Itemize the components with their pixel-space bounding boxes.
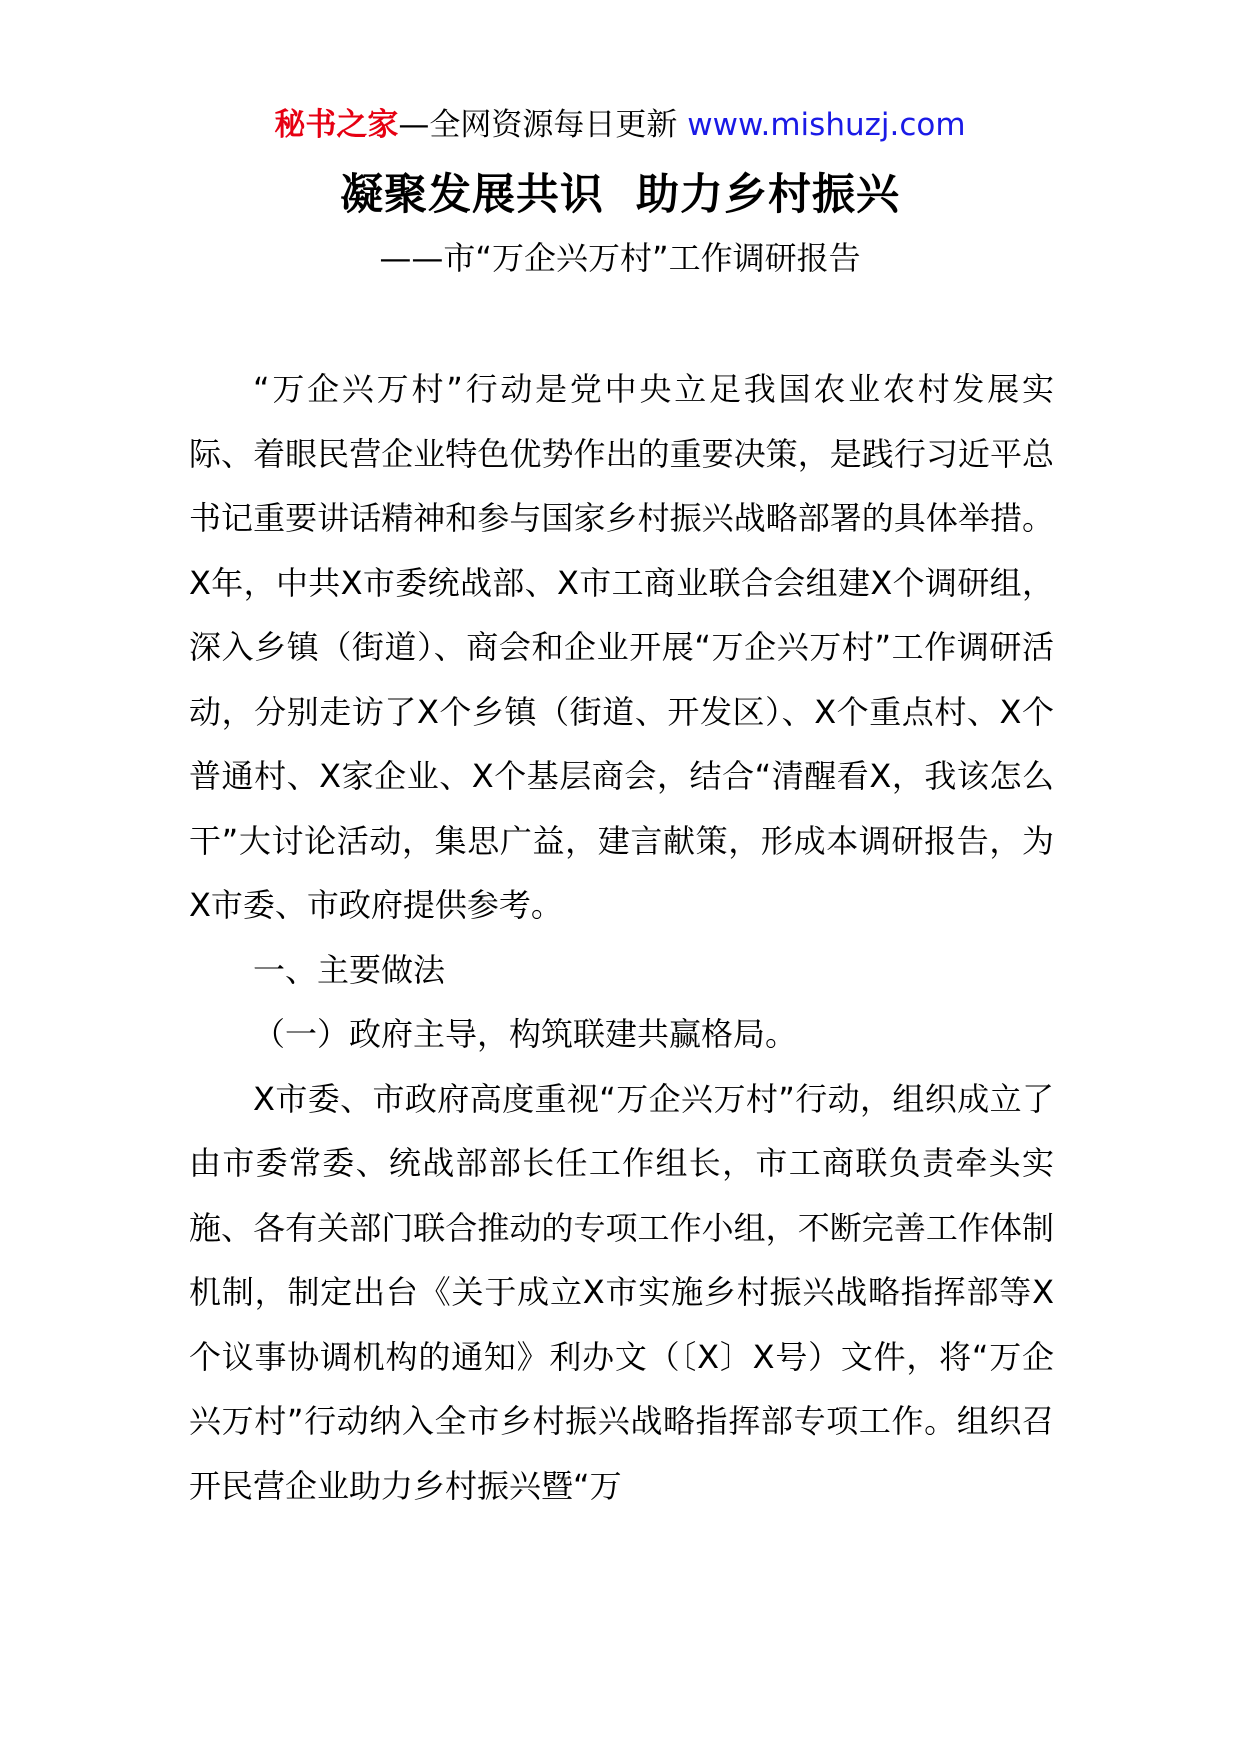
site-tagline: —全网资源每日更新 [398, 107, 678, 143]
document-title: 凝聚发展共识 助力乡村振兴 [340, 170, 900, 220]
site-brand: 秘书之家 [274, 107, 399, 143]
site-header [0, 100, 1240, 150]
document-subtitle: ——市“万企兴万村”工作调研报告 [379, 239, 861, 277]
subsection-heading: （一）政府主导，构筑联建共赢格局。 [253, 1015, 798, 1053]
site-url-link[interactable]: www.mishuzj.com [687, 107, 966, 143]
intro-paragraph: “万企兴万村”行动是党中央立足我国农业农村发展实际、着眼民营企业特色优势作出的重要决策，是践行习近平总书记重要讲话精神和参与国家乡村振兴战略部署的具体举措。X年，中共X市委统战部、X市工商业联合会组建X个调研组，深入乡镇（街道）、商会和企业开展“万企兴万村”工作调研活动，分别走访了X个乡镇（街道、开发区）、X个重点村、X个普通村、X家企业、X个基层商会，结合“清醒看X，我该怎么干”大讨论活动，集思广益，建言献策，形成本调研报告，为X市委、市政府提供参考。 [189, 370, 1054, 924]
document-body [189, 357, 1054, 1518]
section-heading: 一、主要做法 [253, 950, 446, 989]
body-paragraph: X市委、市政府高度重视“万企兴万村”行动，组织成立了由市委常委、统战部部长任工作组长，市工商联负责牵头实施、各有关部门联合推动的专项工作小组，不断完善工作体制机制，制定出台《关于成立X市实施乡村振兴战略指挥部等X个议事协调机构的通知》利办文（〔X〕X号）文件，将“万企兴万村”行动纳入全市乡村振兴战略指挥部专项工作。组织召开民营企业助力乡村振兴暨“万 [189, 1079, 1054, 1505]
